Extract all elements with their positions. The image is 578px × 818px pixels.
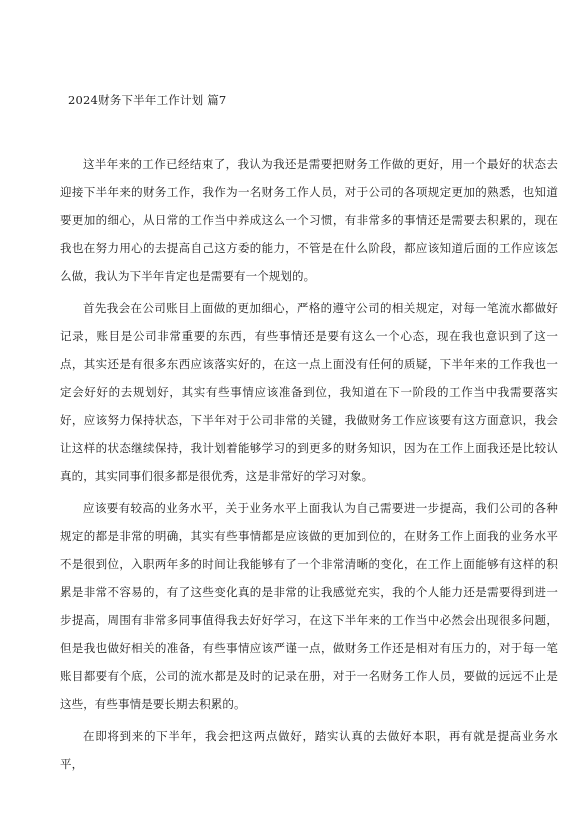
document-title: 2024财务下半年工作计划 篇7 — [68, 93, 227, 107]
paragraph-2: 首先我会在公司账目上面做的更加细心，严格的遵守公司的相关规定，对每一笔流水都做好记录，账目是公司非常重要的东西，有些事情还是要有这么一个心态，现在我也意识到了这一点，其实还是有很多东西应该落实好的，在这一点上面没有任何的质疑，下半年来的工作我也一定会好好的去规划好，其实有些事情应该准备到位，我知道在下一阶段的工作当中我需要落实好，应该努力保持状态，下半年对于公司非常的关键，我做财务工作应该要有这方面意识，我会让这样的状态继续保持，我计划着能够学习的到更多的财务知识，因为在工作上面我还是比较认真的，其实同事们很多都是很优秀，这是非常好的学习对象。 — [60, 301, 558, 483]
paragraph-1: 这半年来的工作已经结束了，我认为我还是需要把财务工作做的更好，用一个最好的状态去迎接下半年来的财务工作，我作为一名财务工作人员，对于公司的各项规定更加的熟悉，也知道要更加的细心，从日常的工作当中养成这么一个习惯，有非常多的事情还是需要去积累的，现在我也在努力用心的去提高自己这方委的能力，不管是在什么阶段，都应该知道后面的工作应该怎么做，我认为下半年肯定也是需要有一个规划的。 — [60, 157, 558, 283]
paragraph-3: 应该要有较高的业务水平，关于业务水平上面我认为自己需要进一步提高，我们公司的各种规定的都是非常的明确，其实有些事情都是应该做的更加到位的，在财务工作上面我的业务水平不是很到位，入职两年多的时间让我能够有了一个非常清晰的变化，在工作上面能够有这样的积累是非常不容易的，有了这些变化真的是非常的让我感觉充实，我的个人能力还是需要得到进一步提高，周围有非常多同事值得我去好好学习，在这下半年来的工作当中必然会出现很多问题，但是我也做好相关的准备，有些事情应该严谨一点，做财务工作还是相对有压力的，对于每一笔账目都要有个底，公司的流水都是及时的记录在册，对于一名财务工作人员，要做的远远不止是这些，有些事情是要长期去积累的。 — [60, 501, 558, 711]
document-body — [60, 150, 558, 782]
paragraph-4: 在即将到来的下半年，我会把这两点做好，踏实认真的去做好本职，再有就是提高业务水平， — [60, 729, 558, 771]
